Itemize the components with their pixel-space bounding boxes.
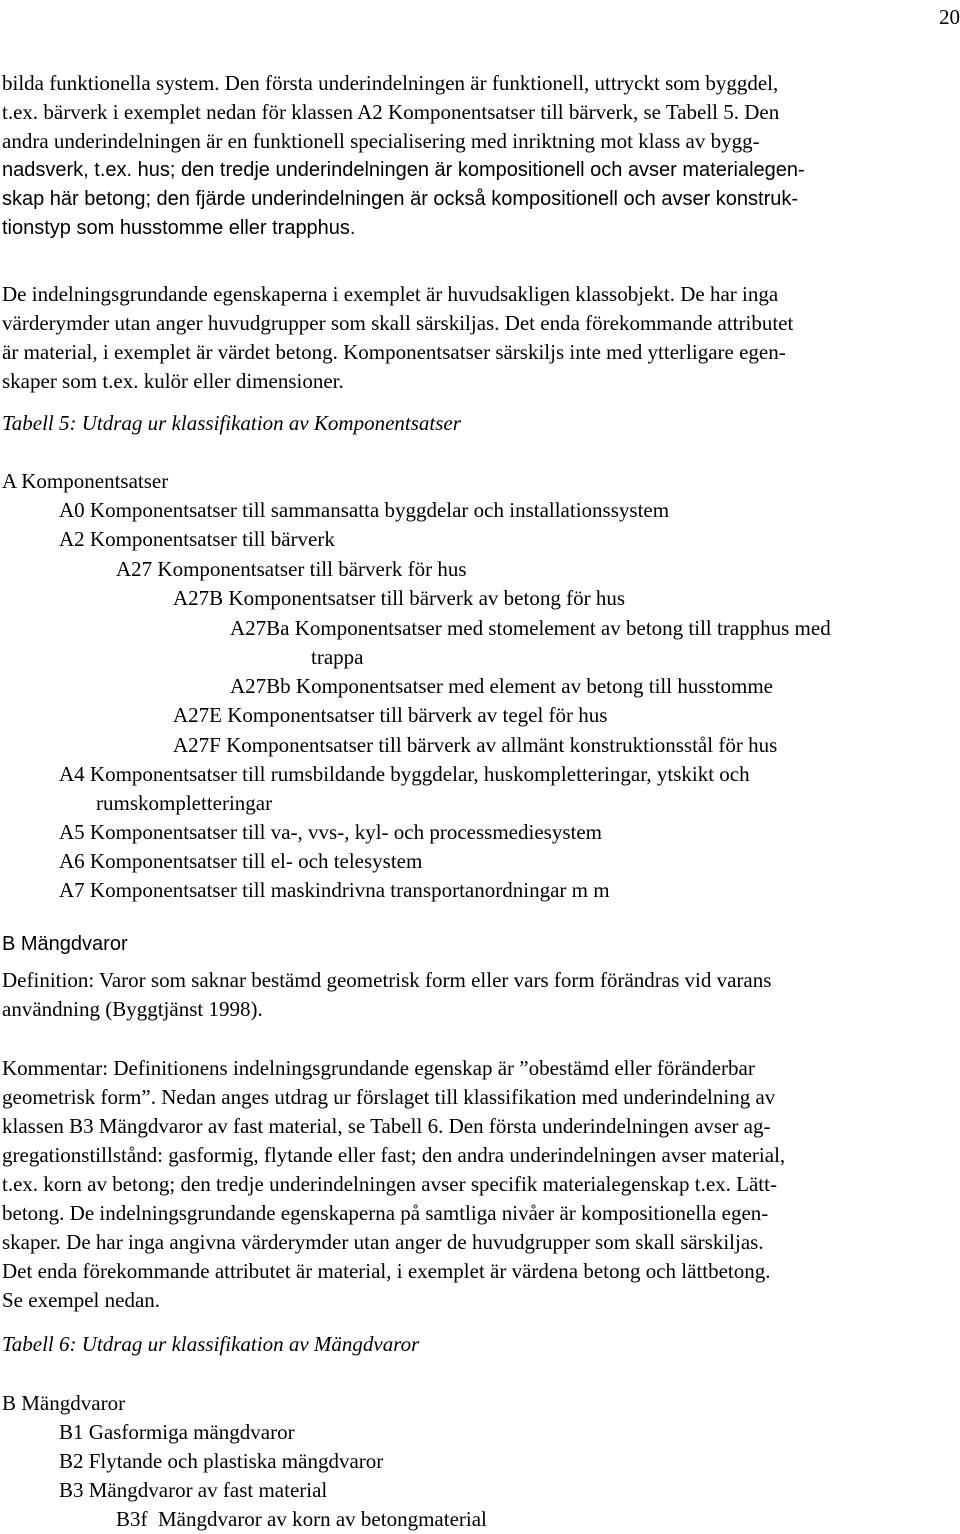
text-line: geometrisk form”. Nedan anges utdrag ur förslaget till klassifikation med underindelning av (2, 1085, 776, 1109)
intro-paragraph (2, 69, 958, 243)
text-line: användning (Byggtjänst 1998). (2, 997, 263, 1021)
class-entry: B Mängdvaror (2, 1391, 126, 1415)
text-line: tionstyp som husstomme eller trapphus. (2, 217, 356, 239)
text-line: skaper. De har inga angivna värderymder utan anger de huvudgrupper som skall särskiljas. (2, 1230, 764, 1254)
class-entry: A27Bb Komponentsatser med element av betong till husstomme (230, 674, 773, 698)
page-number: 20 (939, 5, 960, 29)
text-line: värderymder utan anger huvudgrupper som skall särskiljas. Det enda förekommande attributet (2, 311, 794, 335)
class-entry: A27 Komponentsatser till bärverk för hus (116, 557, 467, 581)
class-entry: A2 Komponentsatser till bärverk (59, 527, 335, 551)
class-entry: A27E Komponentsatser till bärverk av tegel för hus (173, 703, 608, 727)
class-entry: B2 Flytande och plastiska mängdvaror (59, 1449, 384, 1473)
table6-caption: Tabell 6: Utdrag ur klassifikation av Mängdvaror (2, 1332, 420, 1356)
text-line: bilda funktionella system. Den första underindelningen är funktionell, uttryckt som byggdel, (2, 71, 779, 95)
text-line: skap här betong; den fjärde underindelningen är också kompositionell och avser konstruk- (2, 188, 799, 210)
text-line: Se exempel nedan. (2, 1288, 161, 1312)
text-line: Kommentar: Definitionens indelningsgrundande egenskap är ”obestämd eller föränderbar (2, 1056, 755, 1080)
text-line: andra underindelningen är en funktionell specialisering med inriktning mot klass av bygg- (2, 129, 760, 153)
text-line: är material, i exemplet är värdet betong. Komponentsatser särskiljs inte med ytterligare egen- (2, 340, 786, 364)
text-line: nadsverk, t.ex. hus; den tredje underindelningen är kompositionell och avser materialegen- (2, 159, 805, 181)
text-line: t.ex. korn av betong; den tredje underindelningen avser specifik materialegenskap t.ex. Lätt- (2, 1172, 777, 1196)
text-line: gregationstillstånd: gasformig, flytande eller fast; den andra underindelningen avser material, (2, 1143, 786, 1167)
class-entry: A5 Komponentsatser till va-, vvs-, kyl- och processmediesystem (59, 820, 602, 844)
definition-paragraph (2, 966, 958, 1024)
text-line: Definition: Varor som saknar bestämd geometrisk form eller vars form förändras vid varans (2, 968, 772, 992)
class-entry-continuation: rumskompletteringar (96, 791, 273, 815)
class-entry: A Komponentsatser (2, 469, 169, 493)
comment-paragraph (2, 1054, 958, 1315)
table5-caption: Tabell 5: Utdrag ur klassifikation av Komponentsatser (2, 411, 461, 435)
properties-paragraph (2, 280, 958, 396)
text-line: De indelningsgrundande egenskaperna i exemplet är huvudsakligen klassobjekt. De har inga (2, 282, 779, 306)
class-entry: A4 Komponentsatser till rumsbildande byggdelar, huskompletteringar, ytskikt och (59, 762, 750, 786)
text-line: t.ex. bärverk i exemplet nedan för klassen A2 Komponentsatser till bärverk, se Tabell 5. Den (2, 100, 780, 124)
class-entry: A6 Komponentsatser till el- och telesystem (59, 849, 423, 873)
class-entry-continuation: trappa (311, 645, 364, 669)
text-line: betong. De indelningsgrundande egenskaperna på samtliga nivåer är kompositionella egen- (2, 1201, 769, 1225)
class-entry: A7 Komponentsatser till maskindrivna transportanordningar m m (59, 878, 610, 902)
text-line: skaper som t.ex. kulör eller dimensioner. (2, 369, 344, 393)
class-entry: B3 Mängdvaror av fast material (59, 1478, 328, 1502)
class-entry: A27Ba Komponentsatser med stomelement av betong till trapphus med (230, 616, 831, 640)
class-entry: A27B Komponentsatser till bärverk av betong för hus (173, 586, 625, 610)
class-entry: A0 Komponentsatser till sammansatta byggdelar och installationssystem (59, 498, 670, 522)
class-entry: B1 Gasformiga mängdvaror (59, 1420, 295, 1444)
section-heading: B Mängdvaror (2, 933, 128, 955)
text-line: klassen B3 Mängdvaror av fast material, se Tabell 6. Den första underindelningen avser ag- (2, 1114, 771, 1138)
text-line: Det enda förekommande attributet är material, i exemplet är värdena betong och lättbetong. (2, 1259, 771, 1283)
class-entry: A27F Komponentsatser till bärverk av allmänt konstruktionsstål för hus (173, 733, 778, 757)
class-entry: B3f Mängdvaror av korn av betongmaterial (116, 1507, 487, 1531)
